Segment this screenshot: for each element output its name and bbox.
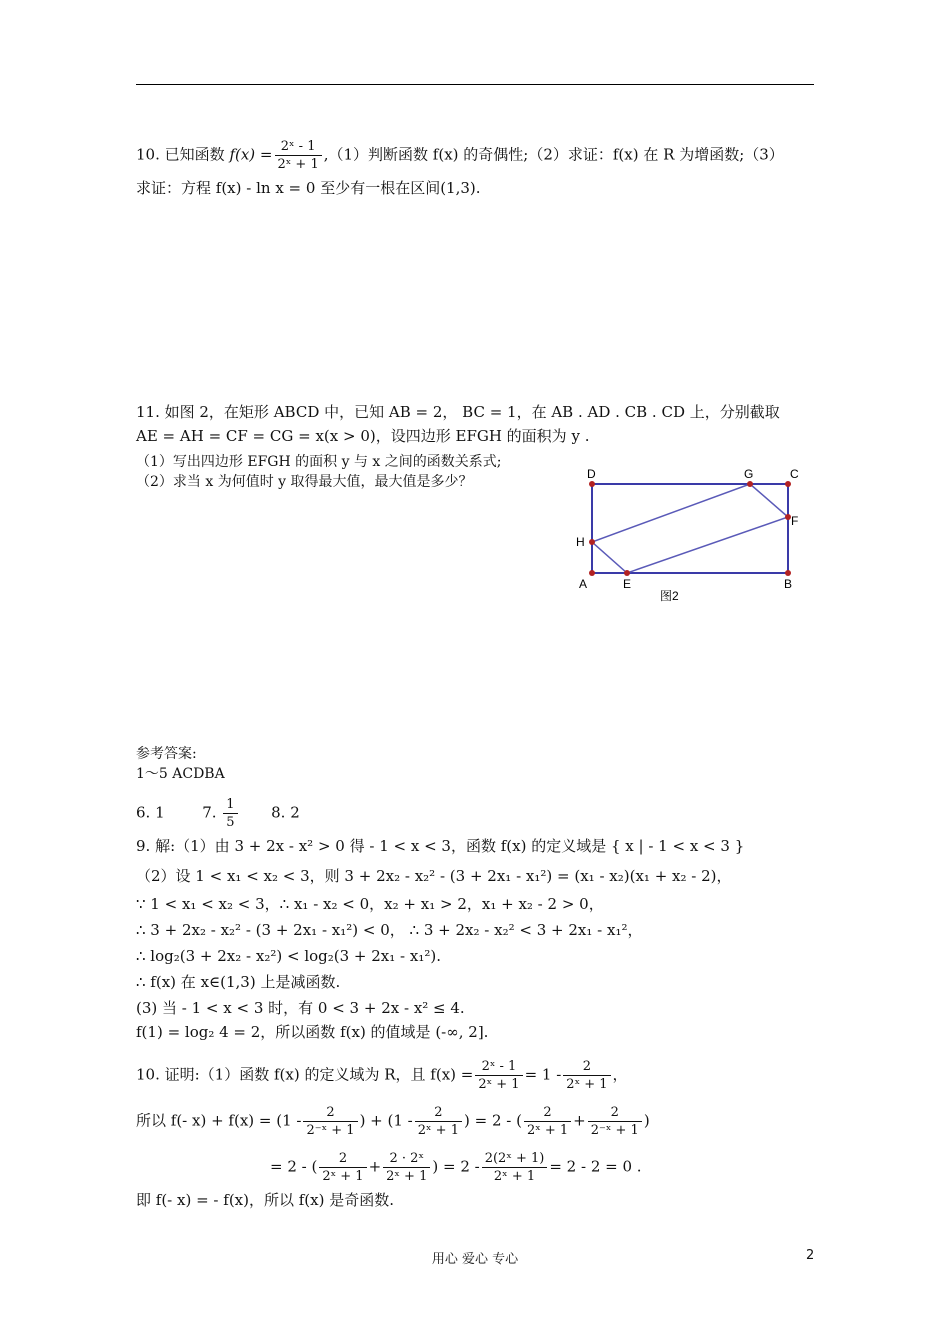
s10-l2-frac2-num: 2	[415, 1104, 462, 1122]
solution-9-line2: （2）设 1 < x₁ < x₂ < 3，则 3 + 2x₂ - x₂² - (3 + 2x₁ - x₁²) = (x₁ - x₂)(x₁ + x₂ - 2)，	[136, 867, 732, 885]
s10-l1-frac1-den: 2ˣ + 1	[478, 1077, 520, 1092]
s10-l1-frac2-num: 2	[563, 1058, 610, 1076]
s10-l2-frac4	[588, 1104, 642, 1139]
s10-l2-frac4-num: 2	[588, 1104, 642, 1122]
q11-line1: 11. 如图 2，在矩形 ABCD 中，已知 AB = 2， BC = 1，在 AB . AD . CB . CD 上，分别截取	[136, 403, 780, 421]
label-a: A	[579, 577, 588, 591]
s10-l2-frac3-num: 2	[524, 1104, 571, 1122]
s10-l2-frac2	[415, 1104, 462, 1139]
s10-l2-frac3-den: 2ˣ + 1	[526, 1123, 569, 1138]
s10-l3-a: = 2 - (	[270, 1157, 318, 1176]
figure-2-rectangle	[570, 462, 810, 607]
solution-10-line4: 即 f(- x) = - f(x)，所以 f(x) 是奇函数.	[136, 1191, 394, 1209]
solution-10-line3	[270, 1150, 642, 1185]
s10-l3-frac1-den: 2ˣ + 1	[322, 1169, 364, 1184]
s10-l1-a: 10. 证明:（1）函数 f(x) 的定义域为 R，且 f(x) =	[136, 1065, 474, 1084]
point-c	[785, 481, 791, 487]
solution-9-line1	[136, 836, 744, 856]
s10-l3-g: = 2 - 2 = 0 .	[549, 1157, 642, 1176]
label-c: C	[790, 467, 799, 481]
s10-l3-frac2-den: 2ˣ + 1	[386, 1169, 428, 1184]
s10-l2-g: +	[573, 1111, 586, 1130]
q10-frac-den: 2ˣ + 1	[277, 157, 319, 172]
solution-9-line4: ∴ 3 + 2x₂ - x₂² - (3 + 2x₁ - x₁²) < 0， ∴ 3 + 2x₂ - x₂² < 3 + 2x₁ - x₁²，	[136, 921, 643, 939]
solution-9-line8: f(1) = log₂ 4 = 2，所以函数 f(x) 的值域是 (-∞, 2].	[136, 1023, 489, 1041]
s10-l2-frac2-den: 2ˣ + 1	[417, 1123, 459, 1138]
s10-l2-frac1-num: 2	[303, 1104, 357, 1122]
s10-l2-e: ) = 2 - (	[463, 1111, 522, 1130]
s10-l3-frac1-num: 2	[319, 1150, 366, 1168]
s10-l3-frac3-den: 2ˣ + 1	[493, 1169, 536, 1184]
header-rule	[136, 84, 814, 85]
s10-l2-frac4-den: 2⁻ˣ + 1	[590, 1123, 639, 1138]
label-g: G	[744, 467, 754, 481]
s9-domain-set: { x | - 1 < x < 3 }	[610, 837, 745, 855]
solution-9-line3: ∵ 1 < x₁ < x₂ < 3，∴ x₁ - x₂ < 0，x₂ + x₁ > 2，x₁ + x₂ - 2 > 0，	[136, 895, 604, 913]
s10-l1-frac1	[475, 1058, 522, 1093]
solution-9-line7: (3) 当 - 1 < x < 3 时，有 0 < 3 + 2x - x² ≤ 4.	[136, 999, 465, 1017]
q10-intro: 已知函数	[164, 145, 225, 164]
solution-10-line2	[136, 1104, 650, 1139]
page-number: 2	[806, 1248, 815, 1263]
s10-l1-end: ，	[612, 1065, 628, 1084]
solution-10-line1	[136, 1058, 628, 1093]
q10-part1: ,（1）判断函数 f(x) 的奇偶性;（2）求证：f(x) 在 R 为增函数;（3）	[323, 145, 784, 164]
s10-l2-a: 所以 f(- x) + f(x) = (1 -	[136, 1111, 302, 1130]
s10-l2-frac3	[524, 1104, 571, 1139]
s10-l3-frac1	[319, 1150, 366, 1185]
s10-l3-frac2-num: 2 · 2ˣ	[383, 1150, 430, 1168]
q10-fraction	[275, 138, 322, 173]
s10-l2-c: ) + (1 -	[359, 1111, 413, 1130]
point-d	[589, 481, 595, 487]
answers-1-5: 1～5 ACDBA	[136, 766, 225, 782]
s10-l2-i: )	[643, 1111, 650, 1130]
s10-l3-c: +	[368, 1157, 382, 1176]
page-footer: 用心 爱心 专心	[431, 1252, 519, 1267]
answer-7-num: 1	[223, 796, 237, 814]
q10-line1	[136, 138, 784, 173]
figure-caption: 图2	[660, 589, 679, 603]
s10-l1-frac1-num: 2ˣ - 1	[475, 1058, 522, 1076]
point-g	[747, 481, 753, 487]
point-h	[589, 539, 595, 545]
s10-l3-frac3-num: 2(2ˣ + 1)	[482, 1150, 548, 1168]
label-b: B	[784, 577, 793, 591]
quadrilateral-efgh	[592, 484, 788, 573]
answer-7-den: 5	[226, 815, 235, 830]
rectangle-abcd	[592, 484, 788, 573]
q11-line3: （1）写出四边形 EFGH 的面积 y 与 x 之间的函数关系式;	[136, 454, 502, 470]
solution-9-line6: ∴ f(x) 在 x∈(1,3) 上是减函数.	[136, 973, 341, 991]
label-e: E	[623, 577, 632, 591]
answers-6-8	[136, 796, 300, 831]
point-e	[624, 570, 630, 576]
label-d: D	[587, 467, 596, 481]
s10-l3-e: ) = 2 -	[432, 1157, 480, 1176]
answers-title: 参考答案:	[136, 746, 197, 762]
s10-l3-frac2	[383, 1150, 430, 1185]
s10-l1-frac2-den: 2ˣ + 1	[566, 1077, 608, 1092]
q10-f-lhs: f(x) =	[229, 145, 273, 164]
s10-l3-frac3	[482, 1150, 548, 1185]
q10-line2: 求证：方程 f(x) - ln x = 0 至少有一根在区间(1,3).	[136, 179, 481, 197]
q11-line4: （2）求当 x 为何值时 y 取得最大值，最大值是多少？	[136, 474, 473, 490]
q10-frac-num: 2ˣ - 1	[275, 138, 322, 156]
s10-l1-b: = 1 -	[524, 1065, 562, 1084]
solution-9-line5: ∴ log₂(3 + 2x₂ - x₂²) < log₂(3 + 2x₁ - x₁²).	[136, 947, 441, 965]
s10-l2-frac1	[303, 1104, 357, 1139]
s9-line1-text: 9. 解:（1）由 3 + 2x - x² > 0 得 - 1 < x < 3，函数 f(x) 的定义域是	[136, 837, 607, 855]
answer-7-fraction	[223, 796, 237, 831]
label-f: F	[791, 514, 799, 528]
answer-6: 6. 1	[136, 803, 165, 822]
s10-l1-frac2	[563, 1058, 610, 1093]
point-a	[589, 570, 595, 576]
answer-7: 7.	[202, 803, 217, 822]
point-b	[785, 570, 791, 576]
s10-l2-frac1-den: 2⁻ˣ + 1	[306, 1123, 355, 1138]
q10-number: 10.	[136, 145, 160, 164]
label-h: H	[576, 535, 585, 549]
answer-8: 8. 2	[271, 803, 300, 822]
q11-line2: AE = AH = CF = CG = x(x > 0)，设四边形 EFGH 的面积为 y .	[136, 427, 590, 445]
